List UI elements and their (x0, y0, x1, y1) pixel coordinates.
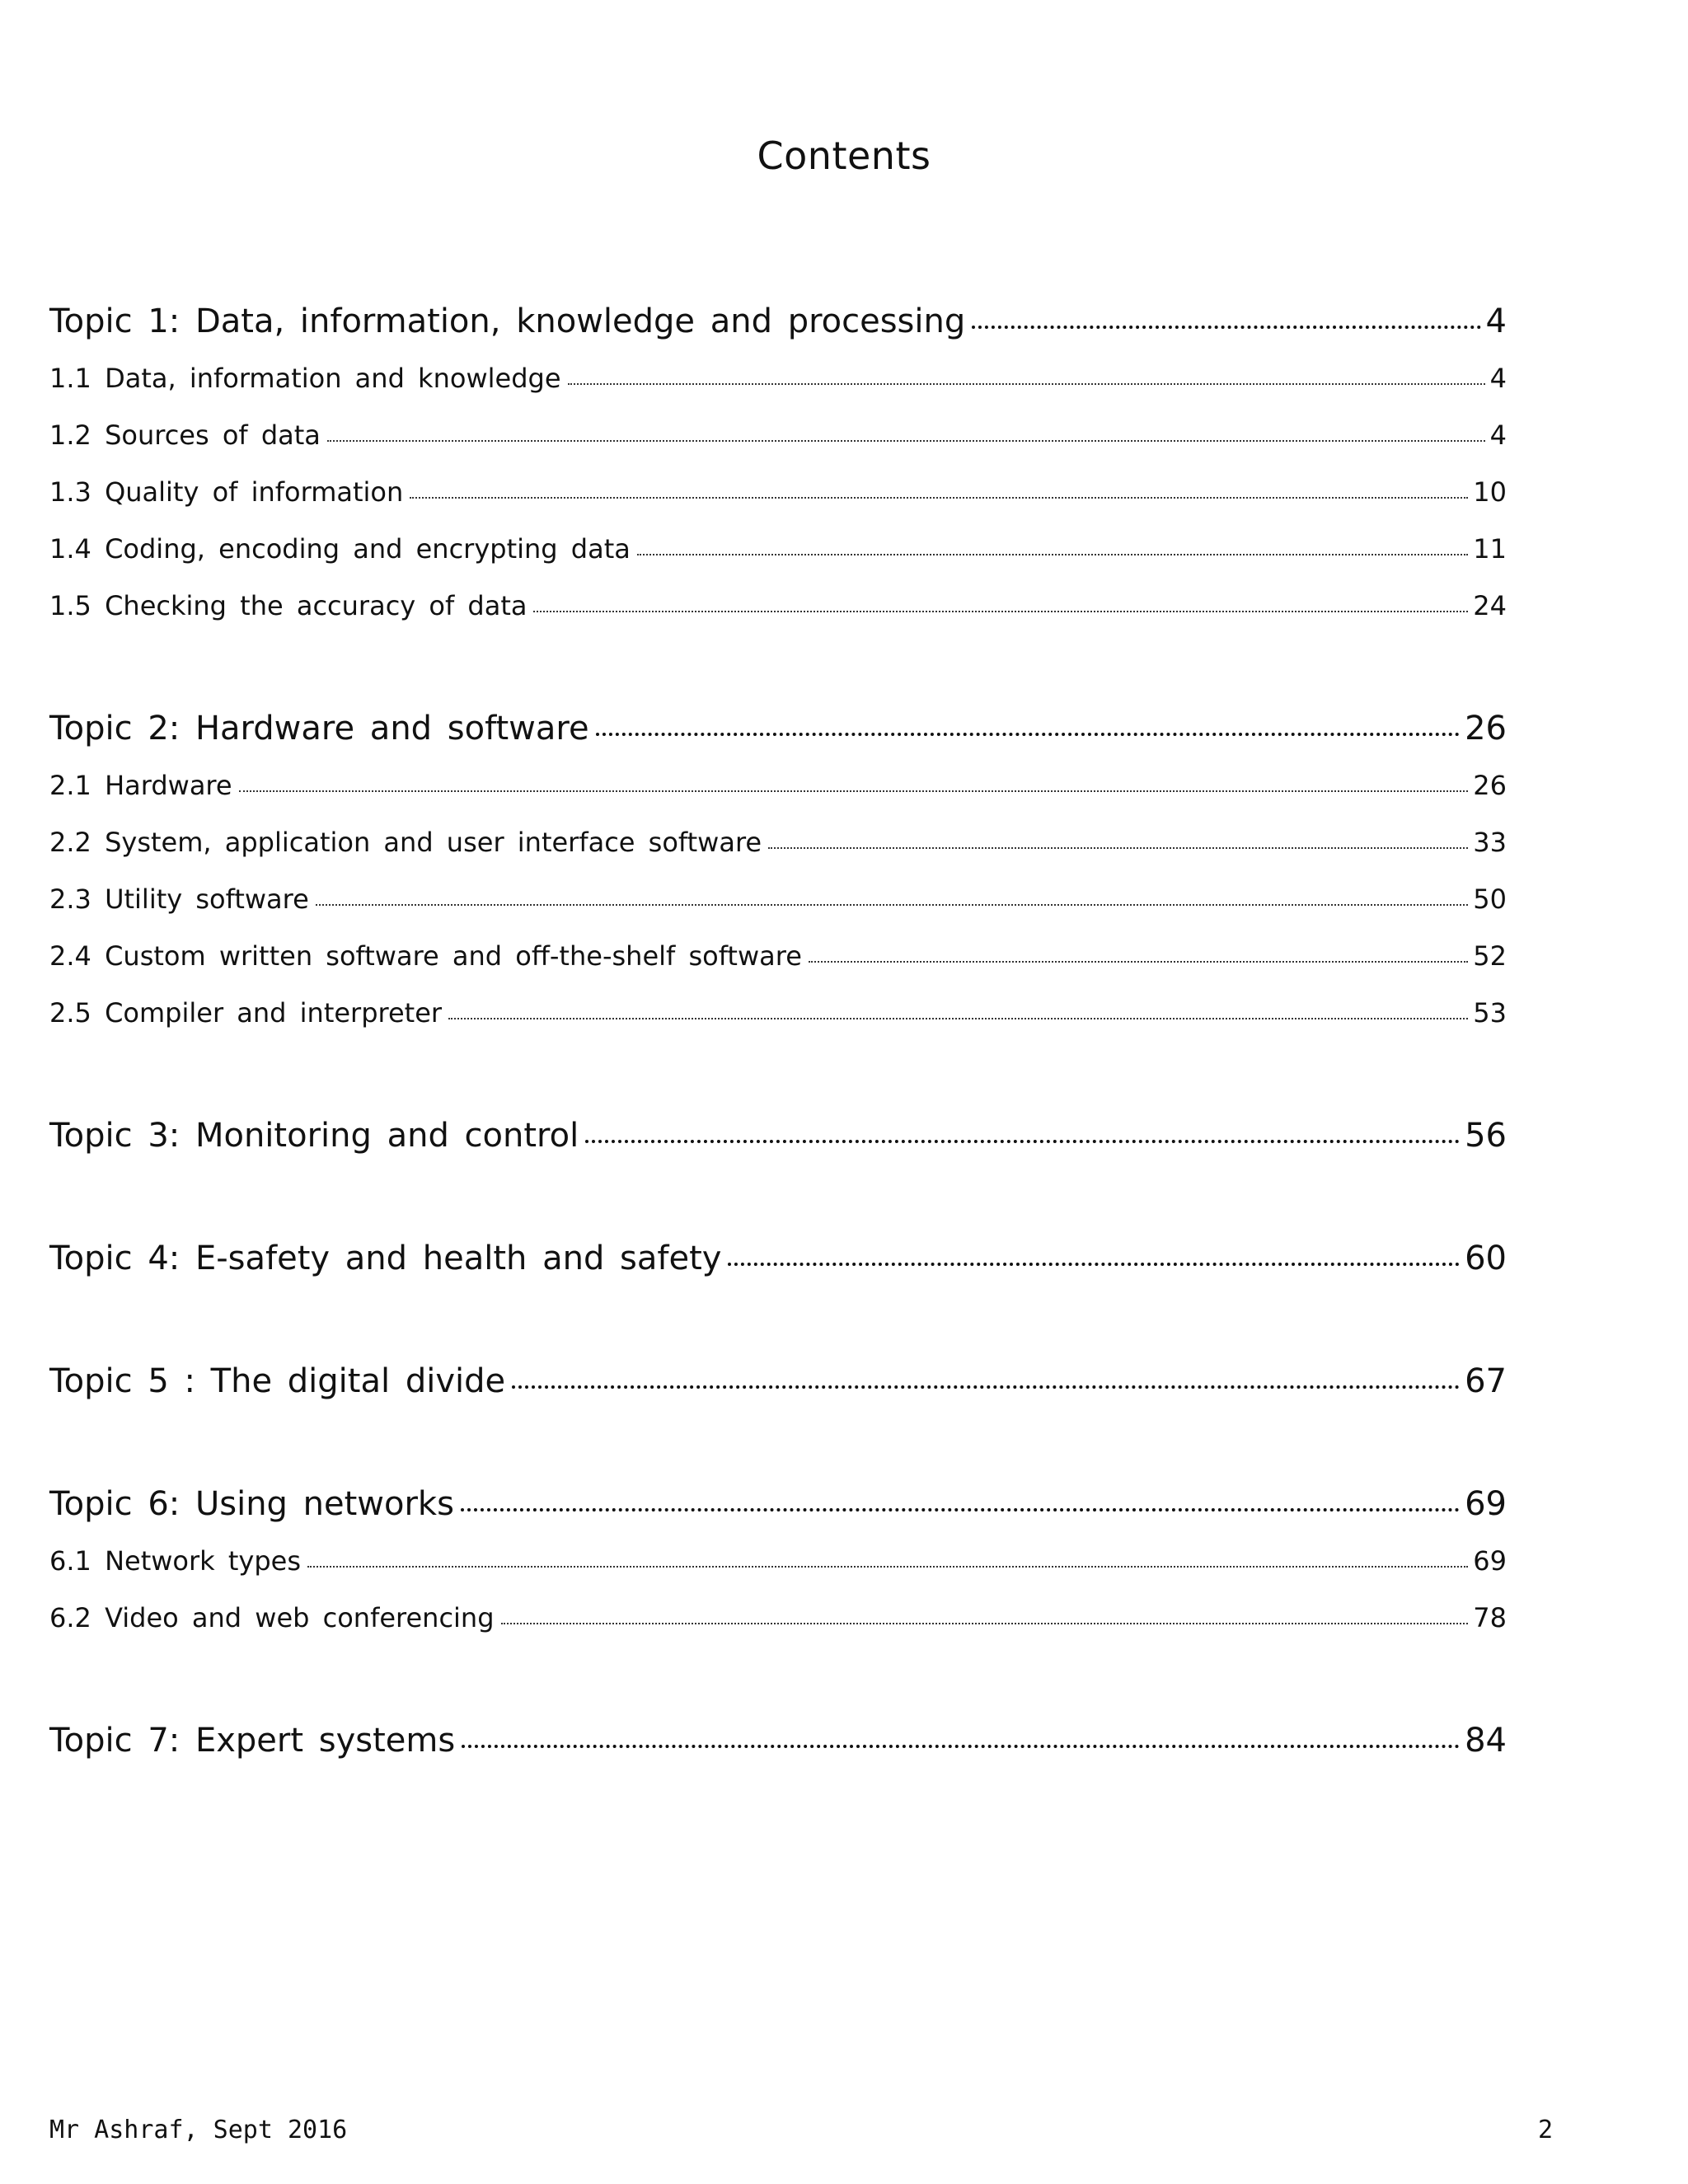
toc-subsection-label: 2.2 System, application and user interface software (49, 827, 762, 858)
toc-subsection-page: 11 (1473, 533, 1507, 565)
toc-subsection-label: 2.3 Utility software (49, 883, 309, 915)
toc-dot-leader (327, 440, 1485, 442)
toc-topic-block (49, 1475, 1507, 1647)
toc-subsection-label: 1.4 Coding, encoding and encrypting data (49, 533, 631, 565)
toc-subsection-page: 4 (1489, 419, 1507, 451)
toc-dot-leader (410, 497, 1468, 499)
toc-topic-page: 26 (1465, 710, 1507, 748)
toc-subsection-label: 6.1 Network types (49, 1545, 301, 1577)
toc-subsection-page: 26 (1473, 770, 1507, 801)
toc-subsection-entry[interactable] (49, 464, 1507, 521)
toc-subsection-label: 1.2 Sources of data (49, 419, 321, 451)
toc-topic-entry[interactable] (49, 1107, 1507, 1165)
toc-topic-page: 4 (1485, 302, 1507, 340)
toc-topic-block (49, 1352, 1507, 1410)
toc-subsection-label: 1.1 Data, information and knowledge (49, 363, 561, 394)
toc-subsection-label: 2.5 Compiler and interpreter (49, 997, 443, 1029)
toc-topic-page: 60 (1465, 1240, 1507, 1277)
toc-topic-label: Topic 3: Monitoring and control (49, 1117, 579, 1155)
toc-subsection-page: 69 (1473, 1545, 1507, 1577)
toc-dot-leader (972, 326, 1480, 329)
toc-subsection-entry[interactable] (49, 1590, 1507, 1647)
toc-subsection-page: 50 (1473, 883, 1507, 915)
toc-dot-leader (239, 790, 1469, 792)
toc-subsection-entry[interactable] (49, 407, 1507, 464)
toc-topic-page: 69 (1465, 1485, 1507, 1523)
toc-dot-leader (461, 1508, 1460, 1511)
page-title: Contents (757, 134, 931, 178)
toc-dot-leader (637, 554, 1468, 555)
toc-subsection-entry[interactable] (49, 521, 1507, 578)
toc-topic-entry[interactable] (49, 293, 1507, 350)
toc-dot-leader (568, 383, 1485, 385)
toc-topic-entry[interactable] (49, 1475, 1507, 1533)
toc-topic-block (49, 1712, 1507, 1769)
toc-subsection-label: 6.2 Video and web conferencing (49, 1602, 495, 1633)
toc-dot-leader (307, 1566, 1468, 1568)
toc-topic-page: 84 (1465, 1722, 1507, 1760)
toc-subsection-label: 2.4 Custom written software and off-the-shelf software (49, 940, 802, 972)
toc-topic-label: Topic 6: Using networks (49, 1485, 454, 1523)
toc-topic-page: 67 (1465, 1362, 1507, 1400)
toc-topic-entry[interactable] (49, 1230, 1507, 1287)
toc-subsection-label: 2.1 Hardware (49, 770, 232, 801)
footer-author: Mr Ashraf, Sept 2016 (49, 2116, 348, 2144)
toc-topic-label: Topic 2: Hardware and software (49, 710, 589, 748)
toc-topic-label: Topic 1: Data, information, knowledge and processing (49, 302, 966, 340)
toc-subsection-entry[interactable] (49, 1533, 1507, 1590)
toc-dot-leader (728, 1263, 1460, 1266)
toc-subsection-page: 24 (1473, 590, 1507, 621)
toc-topic-label: Topic 7: Expert systems (49, 1722, 456, 1760)
toc-dot-leader (512, 1385, 1460, 1389)
toc-subsection-entry[interactable] (49, 814, 1507, 871)
toc-subsection-entry[interactable] (49, 985, 1507, 1042)
toc-topic-block (49, 700, 1507, 1042)
toc-subsection-page: 10 (1473, 476, 1507, 508)
toc-topic-label: Topic 4: E-safety and health and safety (49, 1240, 722, 1277)
toc-subsection-label: 1.3 Quality of information (49, 476, 404, 508)
toc-dot-leader (533, 611, 1468, 612)
toc-dot-leader (596, 733, 1461, 736)
toc-topic-block (49, 1230, 1507, 1287)
toc-topic-entry[interactable] (49, 700, 1507, 757)
toc-topic-label: Topic 5 : The digital divide (49, 1362, 506, 1400)
table-of-contents (49, 293, 1507, 1835)
toc-topic-entry[interactable] (49, 1712, 1507, 1769)
toc-subsection-page: 4 (1489, 363, 1507, 394)
toc-subsection-entry[interactable] (49, 578, 1507, 635)
toc-dot-leader (809, 961, 1468, 963)
toc-subsection-page: 53 (1473, 997, 1507, 1029)
toc-dot-leader (768, 847, 1468, 849)
footer-page-number: 2 (1538, 2116, 1554, 2144)
toc-subsection-entry[interactable] (49, 871, 1507, 928)
toc-subsection-label: 1.5 Checking the accuracy of data (49, 590, 528, 621)
toc-topic-page: 56 (1465, 1117, 1507, 1155)
toc-dot-leader (462, 1745, 1460, 1748)
toc-subsection-entry[interactable] (49, 928, 1507, 985)
toc-subsection-entry[interactable] (49, 757, 1507, 814)
toc-subsection-entry[interactable] (49, 350, 1507, 407)
toc-dot-leader (448, 1018, 1468, 1019)
toc-dot-leader (585, 1140, 1460, 1143)
toc-subsection-page: 52 (1473, 940, 1507, 972)
toc-topic-block (49, 293, 1507, 635)
toc-topic-block (49, 1107, 1507, 1165)
toc-subsection-page: 33 (1473, 827, 1507, 858)
toc-dot-leader (501, 1623, 1469, 1624)
toc-subsection-page: 78 (1473, 1602, 1507, 1633)
toc-topic-entry[interactable] (49, 1352, 1507, 1410)
toc-dot-leader (316, 904, 1469, 906)
